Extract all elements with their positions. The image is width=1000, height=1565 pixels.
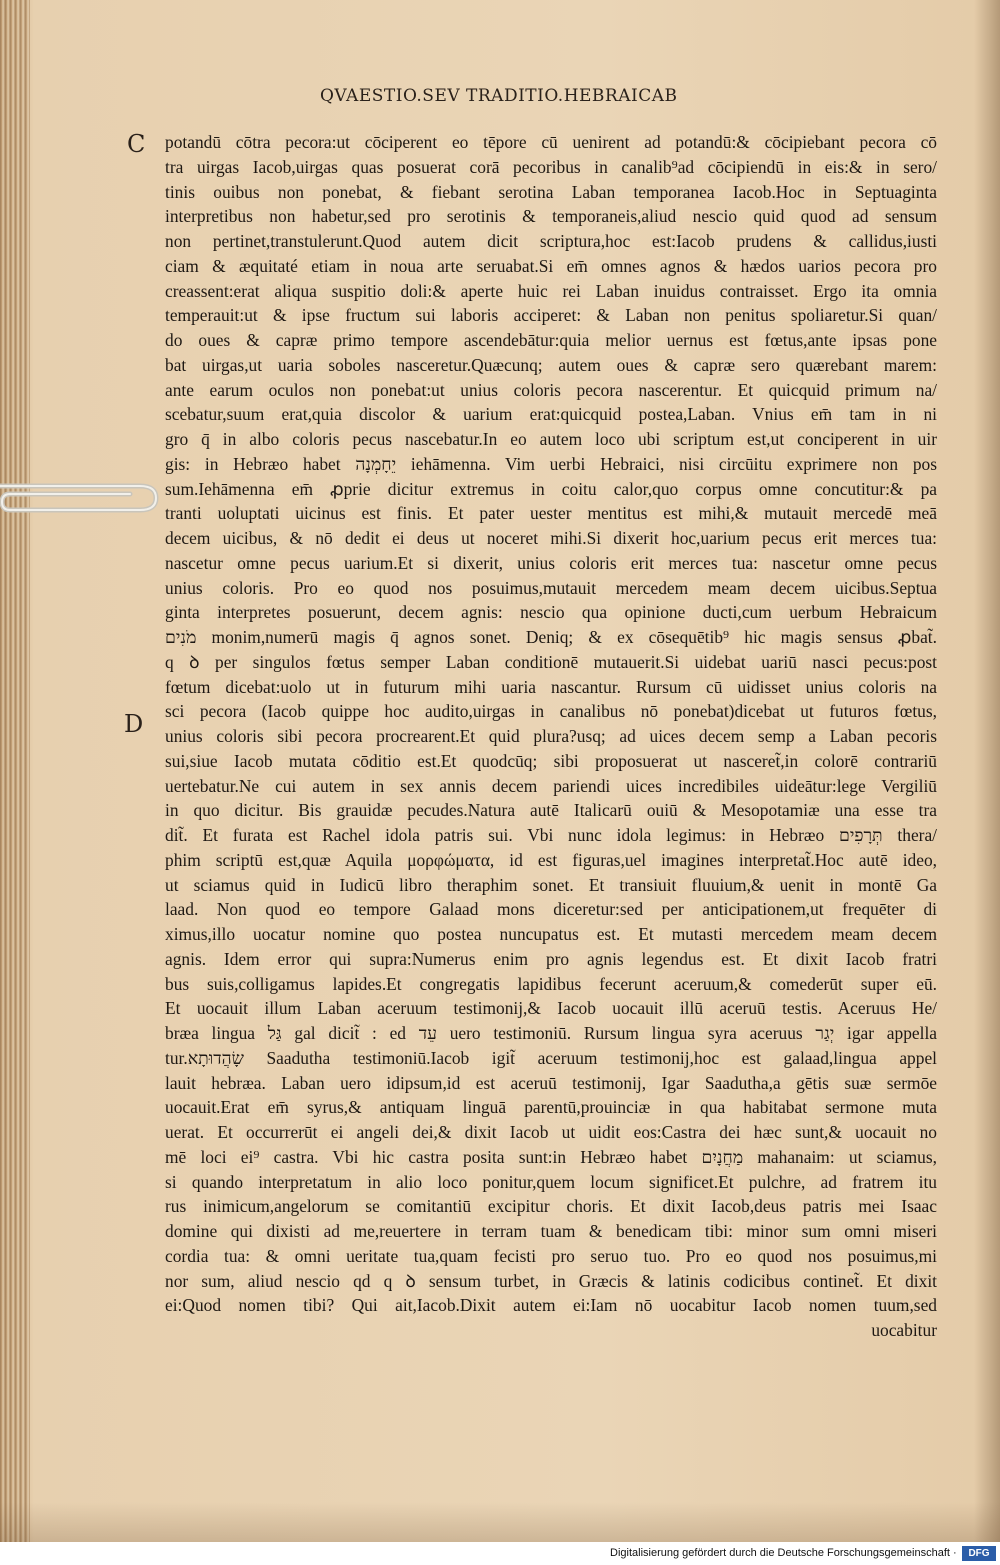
page-shadow xyxy=(974,0,1000,1542)
text-line: do oues & capræ primo tempore ascendebātur:quia melior uernus est fœtus,ante ipsas pone xyxy=(165,330,937,350)
text-line: q ꝺ per singulos fœtus semper Laban conditionē mutauerit.Si uidebat uariū nasci pecus:post xyxy=(165,651,937,672)
text-line: mē loci ei⁹ castra. Vbi hic castra posita sunt:in Hebræo habet מַחֲנָיִם mahanaim: ut sciamus, xyxy=(165,1146,937,1167)
text-line: מֹנִים monim,numerū magis q̄ agnos sonet. Deniq; & ex cōsequētib⁹ hic magis sensus ꝓbat̃. xyxy=(165,627,937,647)
text-line: in quo dicitur. Bis grauidæ pecudes.Natura autē Italicarū ouiū & Mesopotamiæ una esse tra xyxy=(165,800,937,821)
text-line: ciam & æquitaté etiam in noua arte seruabat.Si em̄ omnes agnos & hædos uarios pecora pro xyxy=(165,255,937,276)
text-line: tinis ouibus non ponebat, & fiebant serotina Laban temporanea Iacob.Hoc in Septuaginta xyxy=(165,181,937,202)
dfg-logo: DFG xyxy=(962,1546,996,1561)
text-line: interpretibus non habetur,sed pro serotinis & temporaneis,aliud nescio quid quod ad sensum xyxy=(165,206,937,227)
marginal-letter-c: C xyxy=(127,130,146,158)
paper-clip-icon xyxy=(0,478,160,518)
text-line: phim scriptū est,quæ Aquila μορφώματα, id est figuras,uel imagines interpretat̃.Hoc autē ideo, xyxy=(165,849,937,870)
text-line: cordia tua: & omni ueritate tua,quam fecisti pro seruo tuo. Pro eo quod nos posuimus,mi xyxy=(165,1245,937,1266)
text-line: nor sum, aliud nescio qd q ꝺ sensum turbet, in Græcis & latinis codicibus continet̃. Et dixit xyxy=(165,1270,937,1291)
text-line: sui,siue Iacob mutata cōditio est.Et quodcūq; sibi proposuerat ut nasceret̃,in colorē contrariū xyxy=(165,750,937,771)
text-line: uocauit.Erat em̄ syrus,& antiquam linguā parentū,prouinciæ in qua habitabat sermone muta xyxy=(165,1097,937,1118)
text-line: ut sciamus quid in Iudicū libro theraphim sonet. Et transiuit fluuium,& uenit in montē Ga xyxy=(165,874,937,895)
text-line: Et uocauit illum Laban aceruum testimonij,& Iacob uocauit illū aceruū testis. Aceruus He/ xyxy=(165,998,937,1019)
text-line: rus inimicum,angelorum se comitantiū excipitur choris. Et dixit Iacob,deus patris mei Isaac xyxy=(165,1196,937,1217)
text-line: uerat. Et occurrerūt ei angeli dei,& dixit Iacob ut uidit eos:Castra dei hæc sunt,& uocauit no xyxy=(165,1122,937,1142)
text-line: ginta interpretes posuerunt, decem agnis: nescio qua opinione ducti,cum uerbum Hebraicum xyxy=(165,602,937,623)
funding-credit: Digitalisierung gefördert durch die Deutsche Forschungsgemeinschaft · xyxy=(610,1547,957,1559)
text-line: bræa lingua גַּל gal dicit̃ : ed עֵד uero testimoniū. Rursum lingua syra aceruus יְגַר igar appella xyxy=(165,1023,937,1043)
text-line: tranti uoluptati uicinus est finis. Et pater uester mentitus est mihi,& mutauit mercedē meā xyxy=(165,503,937,524)
text-line: ei:Quod nomen tibi? Qui ait,Iacob.Dixit autem ei:Iam nō uocabitur Iacob nomen tuum,sed xyxy=(165,1295,937,1316)
running-head: QVAESTIO.SEV TRADITIO.HEBRAICAB xyxy=(320,86,678,106)
text-line: bat uirgas,ut uaria soboles nasceretur.Quæcunq; autem oues & capræ sero quærebant marem: xyxy=(165,354,937,375)
text-line: tra uirgas Iacob,uirgas quas posuerat corā pecoribus in canalib⁹ad cōcipiendū in eis:& in sero/ xyxy=(165,156,937,177)
text-line: temperauit:ut & ipse fructum sui laboris acciperet: & Laban non penitus spoliaretur.Si quan/ xyxy=(165,305,937,326)
text-line: lauit hebræa. Laban uero idipsum,id est aceruū testimonij, Igar Saadutha,a gētis suæ sermōe xyxy=(165,1072,937,1093)
page-shadow-bottom xyxy=(0,1502,1000,1542)
text-line: scebatur,suum erat,quia discolor & uarium erat:quicquid postea,Laban. Vnius em̄ tam in ni xyxy=(165,404,937,425)
text-line: nascetur omne pecus uarium.Et si dixerit, unius coloris erit merces tua: nascetur omne pecus xyxy=(165,552,937,573)
text-line: unius coloris. Pro eo quod nos posuimus,mutauit mercedem meam decem uicibus.Septua xyxy=(165,577,937,598)
text-line: unius coloris sibi pecora procrearent.Et quid plura?usq; ad uices decem semp a Laban pecoris xyxy=(165,726,937,746)
text-line: sum.Iehāmenna em̄ ꝓprie dicitur extremus in coitu calor,quo corpus omne concutitur:& pa xyxy=(165,478,937,499)
text-line: non pertinet,transtulerunt.Quod autem dicit scriptura,hoc est:Iacob prudens & callidus,iusti xyxy=(165,231,937,251)
text-line: uertebatur.Ne cui autem in sex annis decem pariendi uices incredibiles uideātur:lege Vergiliū xyxy=(165,775,937,796)
text-line: gis: in Hebræo habet יֵחָמְנָה iehāmenna. Vim uerbi Hebraici, nisi circūitu exprimere non pos xyxy=(165,453,937,474)
fore-edge xyxy=(0,0,30,1542)
text-line: ante earum oculos non ponebat:ut unius coloris pecora nascerentur. Et quicquid primum na/ xyxy=(165,379,937,400)
text-line: laad. Non quod eo tempore Galaad mons diceretur:sed per anticipationem,ut frequēter di xyxy=(165,899,937,920)
text-line: ximus,illo uocatur nomine quo postea nuncupatus est. Et mutasti mercedem meam decem xyxy=(165,924,937,944)
catchword: uocabitur xyxy=(871,1320,937,1340)
text-line: decem uicibus, & nō dedit ei deus ut noceret mihi.Si dixerit hoc,uarium pecus erit merces tua: xyxy=(165,528,937,548)
text-line: gro q̄ in albo coloris pecus nascebatur.In eo autem loco ubi scriptum est,ut conciperent in uir xyxy=(165,429,937,449)
text-block xyxy=(165,130,937,1343)
text-line: bus suis,colligamus lapides.Et congregatis lapidibus fecerunt aceruum,& comederūt super eū. xyxy=(165,973,937,994)
text-line: si quando interpretatum in alio loco ponitur,quem locum significet.Et pulchre, ad fratrem itu xyxy=(165,1171,937,1192)
text-line: tur.שָׂהֲדוּתָא Saadutha testimoniū.Iacob igit̃ aceruum testimonij,hoc est galaad,lingua appel xyxy=(165,1047,937,1068)
text-line: domine qui dixisti ad me,reuertere in terram tuam & benedicam tibi: minor sum omni miseri xyxy=(165,1221,937,1241)
text-line: sci pecora (Iacob quippe hoc audito,uirgas in canalibus nō ponebat)dicebat ut futuros fœtus, xyxy=(165,701,937,722)
text-line: agnis. Idem error qui supra:Numerus enim pro agnis legendus est. Et dixit Iacob fratri xyxy=(165,948,937,969)
marginal-letter-d: D xyxy=(124,710,144,738)
text-line: creassent:erat aliqua suspitio doli:& aperte huic rei Laban inuidus contraisset. Ergo ita omnia xyxy=(165,280,937,301)
text-line: potandū cōtra pecora:ut cōciperent eo tēpore cū uenirent ad potandū:& cōcipiebant pecora cō xyxy=(165,132,937,152)
text-line: dit̃. Et furata est Rachel idola patris sui. Vbi nunc idola legimus: in Hebræo תְּרָפִים thera/ xyxy=(165,825,937,845)
text-line: fœtum dicebat:uolo ut in futurum mihi uaria nascantur. Rursum cū uidisset unius coloris na xyxy=(165,676,937,697)
